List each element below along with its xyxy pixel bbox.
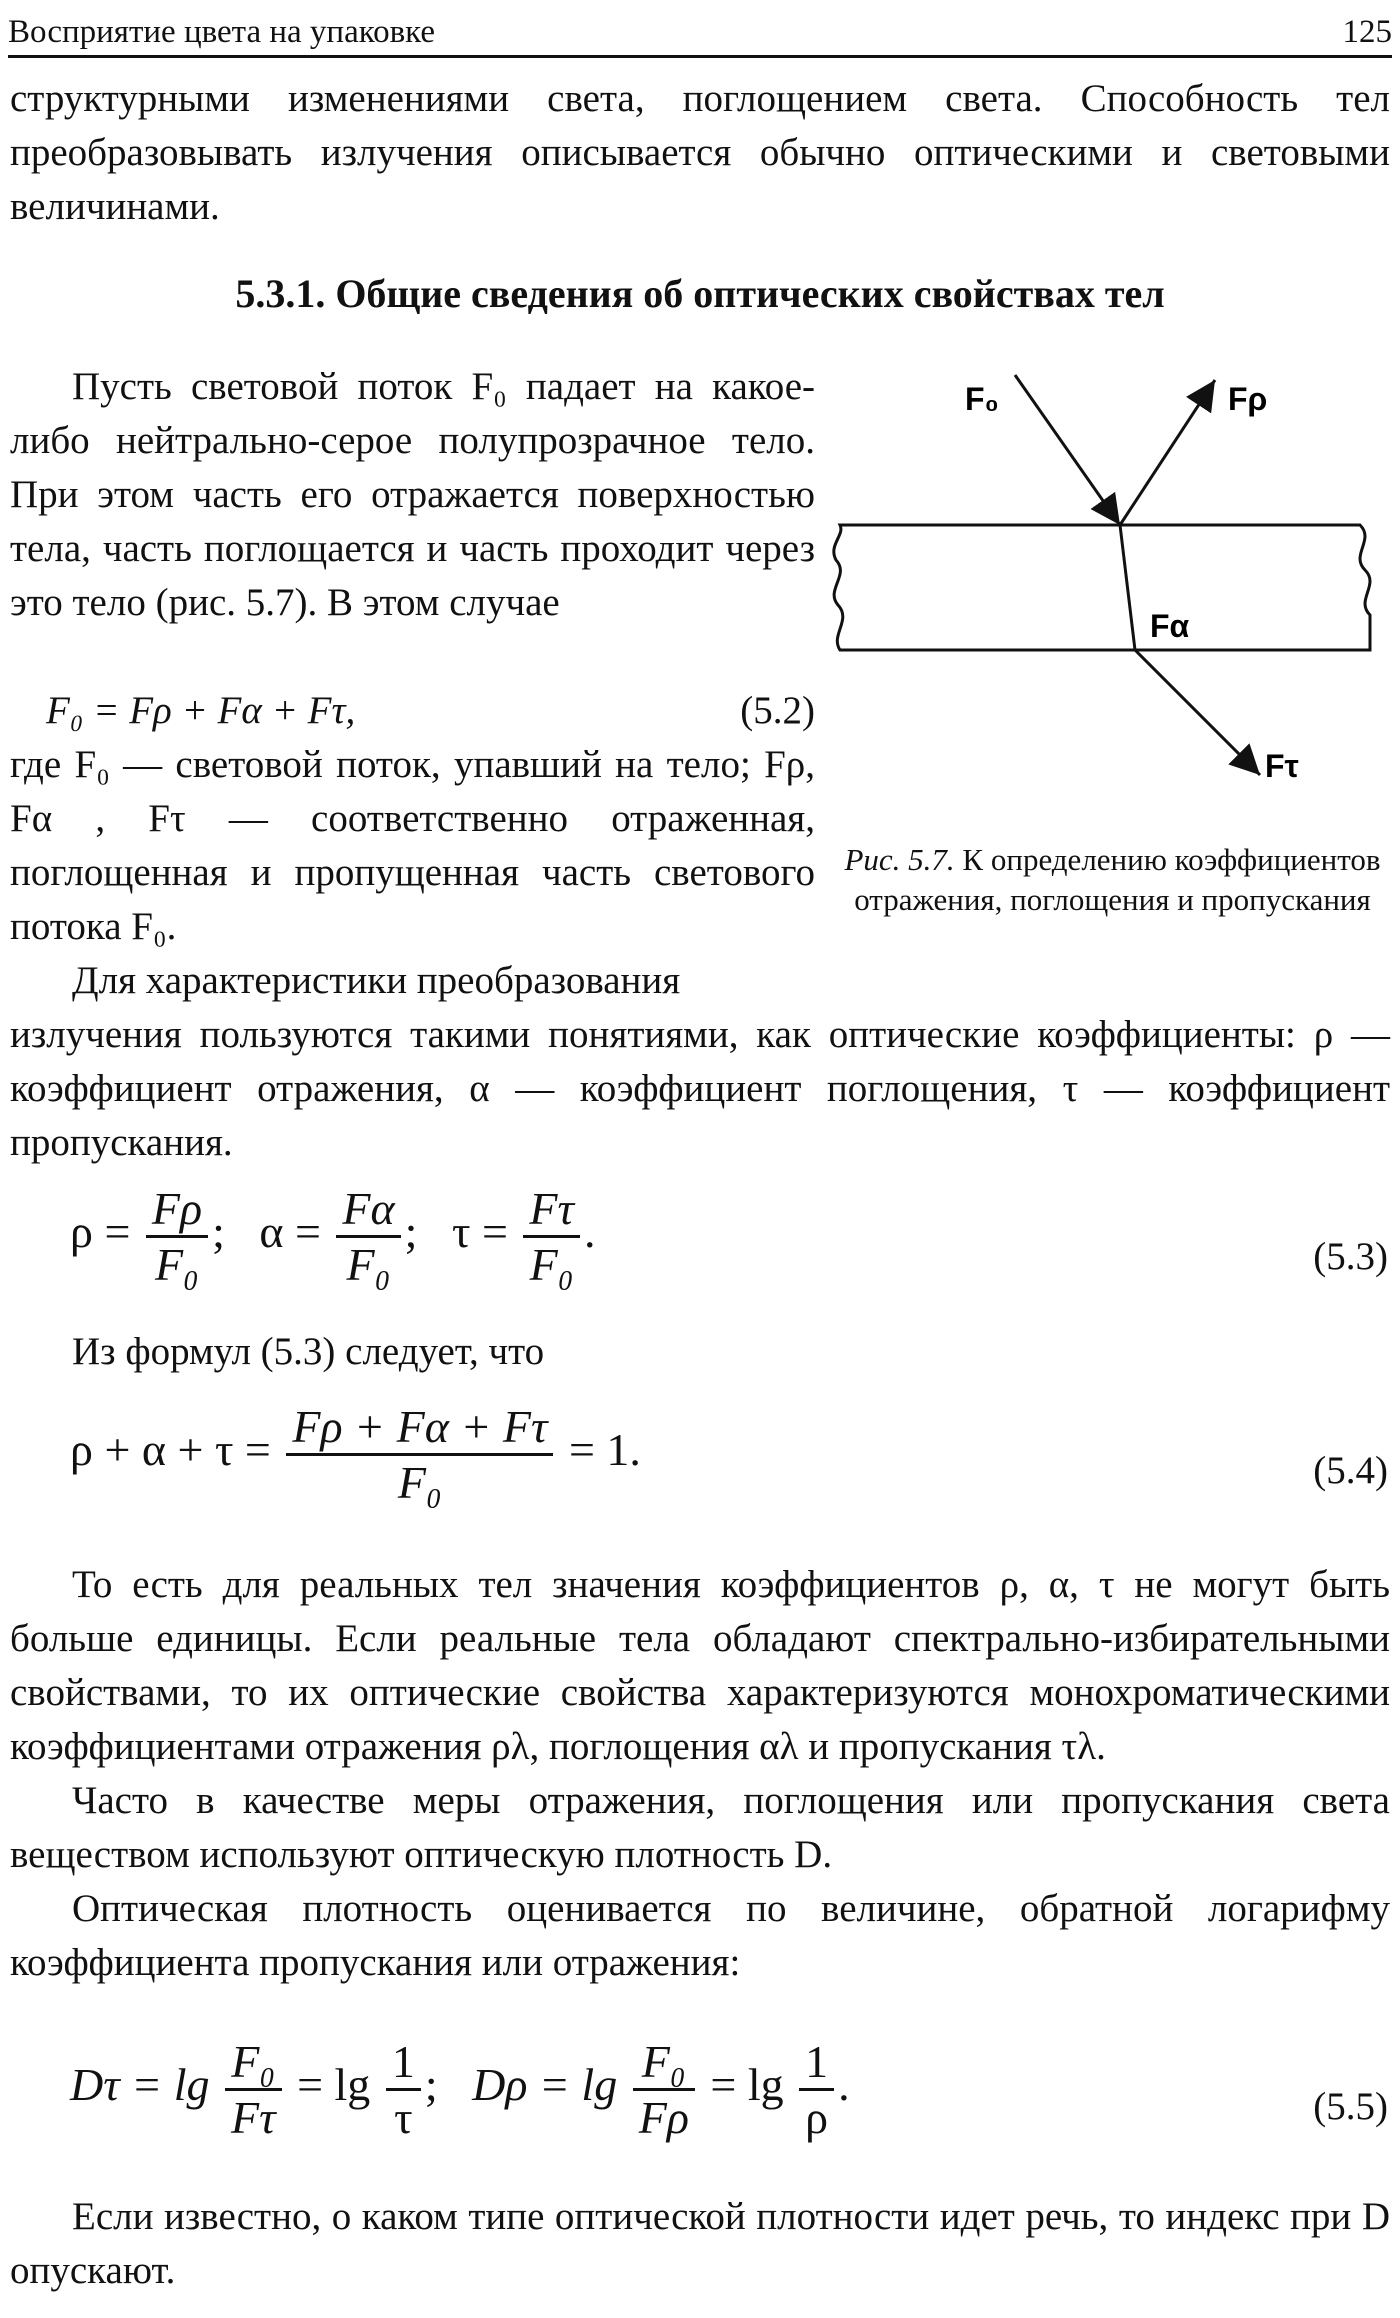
eq55-d-tau: Dτ = lg: [70, 2059, 210, 2111]
label-f-alpha: Fα: [1150, 608, 1190, 644]
eq54-rhs: = 1.: [568, 1424, 641, 1476]
eq55-sep: ;: [424, 2059, 438, 2111]
equation-5-4-number: (5.4): [1313, 1449, 1388, 1492]
eq53-frac-alpha: [336, 1182, 400, 1291]
eq55-num-c: F₀: [633, 2035, 695, 2091]
eq53-den-alpha: F₀: [346, 1239, 391, 1290]
eq55-num-d: 1: [799, 2035, 834, 2091]
label-f-tau: Fτ: [1265, 748, 1299, 784]
eq53-frac-rho: [146, 1182, 208, 1291]
eq53-rho: ρ =: [70, 1206, 131, 1258]
transmitted-ray-inside: [1120, 525, 1135, 650]
paragraph-characteristics-start: Для характеристики преобразования: [72, 959, 681, 1002]
caption-prefix: Рис. 5.7.: [844, 842, 955, 877]
eq55-frac-c: [633, 2035, 695, 2144]
equation-5-2: F₀ = Fρ + Fα + Fτ,: [46, 689, 356, 732]
running-title: Восприятие цвета на упаковке: [8, 14, 436, 50]
eq55-mid-b: = lg: [710, 2059, 784, 2111]
label-f-rho: Fρ: [1228, 381, 1268, 417]
caption-text: К определению коэффициентов отражения, поглощения и пропускания: [854, 842, 1381, 917]
page-number: 125: [1342, 14, 1392, 50]
eq53-frac-tau: [523, 1182, 580, 1291]
figure-caption: [830, 840, 1395, 920]
equation-5-2-row: [10, 684, 815, 738]
eq53-alpha: α =: [259, 1206, 321, 1258]
eq53-num-rho: Fρ: [146, 1182, 208, 1238]
eq55-mid-a: = lg: [297, 2059, 371, 2111]
eq53-tau: τ =: [451, 1206, 508, 1258]
paragraph-flux: Пусть световой поток F₀ падает на какое-либо нейтрально-серое полупрозрачное тело. При этом часть его отражается поверхностью тела, часть поглощается и часть проходит через это тело (рис. 5.7). В этом случае: [10, 365, 815, 624]
eq55-den-c: Fρ: [638, 2092, 689, 2143]
equation-5-3-number: (5.3): [1313, 1235, 1388, 1278]
equation-5-2-number: (5.2): [740, 689, 815, 732]
paragraph-coefficients: излучения пользуются такими понятиями, как оптические коэффициенты: ρ — коэффициент отражения, α — коэффициент поглощения, τ — коэффициент пропускания.: [10, 1013, 1390, 1164]
eq55-frac-b: [386, 2035, 421, 2144]
paragraph-index-omitted: Если известно, о каком типе оптической плотности идет речь, то индекс при D опускают.: [10, 2195, 1390, 2292]
section-heading: 5.3.1. Общие сведения об оптических свойствах тел: [235, 271, 1165, 316]
equation-5-5: [70, 2035, 850, 2144]
eq53-sep1: ;: [212, 1206, 225, 1258]
body-slab: [834, 525, 1370, 650]
paragraph-intro: структурными изменениями света, поглощением света. Способность тел преобразовывать излучения описывается обычно оптическими и световыми величинами.: [10, 77, 1390, 228]
eq55-num-a: F₀: [225, 2035, 282, 2091]
equation-5-5-number: (5.5): [1313, 2085, 1388, 2128]
eq55-frac-d: [799, 2035, 834, 2144]
eq54-frac: [286, 1400, 553, 1509]
eq54-den: F₀: [397, 1457, 442, 1508]
equation-5-3: [70, 1182, 595, 1291]
eq53-num-tau: Fτ: [523, 1182, 580, 1238]
eq53-den-tau: F₀: [529, 1239, 574, 1290]
eq55-frac-a: [225, 2035, 282, 2144]
transmitted-ray-out: [1135, 650, 1260, 775]
eq55-den-a: Fτ: [231, 2092, 276, 2143]
paragraph-optical-density-usage: Часто в качестве меры отражения, поглощения или пропускания света веществом используют оптическую плотность D.: [10, 1779, 1390, 1876]
eq55-num-b: 1: [386, 2035, 421, 2091]
incident-ray: [1015, 375, 1120, 525]
paragraph-from-formulas: Из формул (5.3) следует, что: [72, 1330, 545, 1373]
eq53-den-rho: F₀: [154, 1239, 200, 1290]
eq54-num: Fρ + Fα + Fτ: [286, 1400, 553, 1456]
eq55-end: .: [838, 2059, 850, 2111]
page-header: [8, 0, 1392, 58]
paragraph-real-bodies: То есть для реальных тел значения коэффициентов ρ, α, τ не могут быть больше единицы. Если реальные тела обладают спектрально-избирательными свойствами, то их оптические свойства характеризуются монохроматическими коэффициентами отражения ρλ, поглощения αλ и пропускания τλ.: [10, 1563, 1390, 1768]
reflected-ray: [1120, 380, 1215, 525]
eq54-lhs: ρ + α + τ =: [70, 1424, 271, 1476]
figure-5-7: [830, 365, 1395, 825]
eq53-sep2: ;: [404, 1206, 418, 1258]
eq55-den-b: τ: [394, 2092, 413, 2143]
eq53-num-alpha: Fα: [336, 1182, 400, 1238]
label-f0: F₀: [965, 381, 999, 417]
paragraph-density-definition: Оптическая плотность оценивается по величине, обратной логарифму коэффициента пропускания или отражения:: [10, 1887, 1390, 1984]
eq53-end: .: [583, 1206, 596, 1258]
eq55-d-rho: Dρ = lg: [472, 2059, 618, 2111]
equation-5-4: [70, 1400, 641, 1509]
eq55-den-d: ρ: [805, 2092, 829, 2143]
paragraph-definitions: где F₀ — световой поток, упавший на тело; Fρ, Fα , Fτ — соответственно отраженная, поглощенная и пропущенная часть светового потока F₀.: [10, 743, 815, 948]
